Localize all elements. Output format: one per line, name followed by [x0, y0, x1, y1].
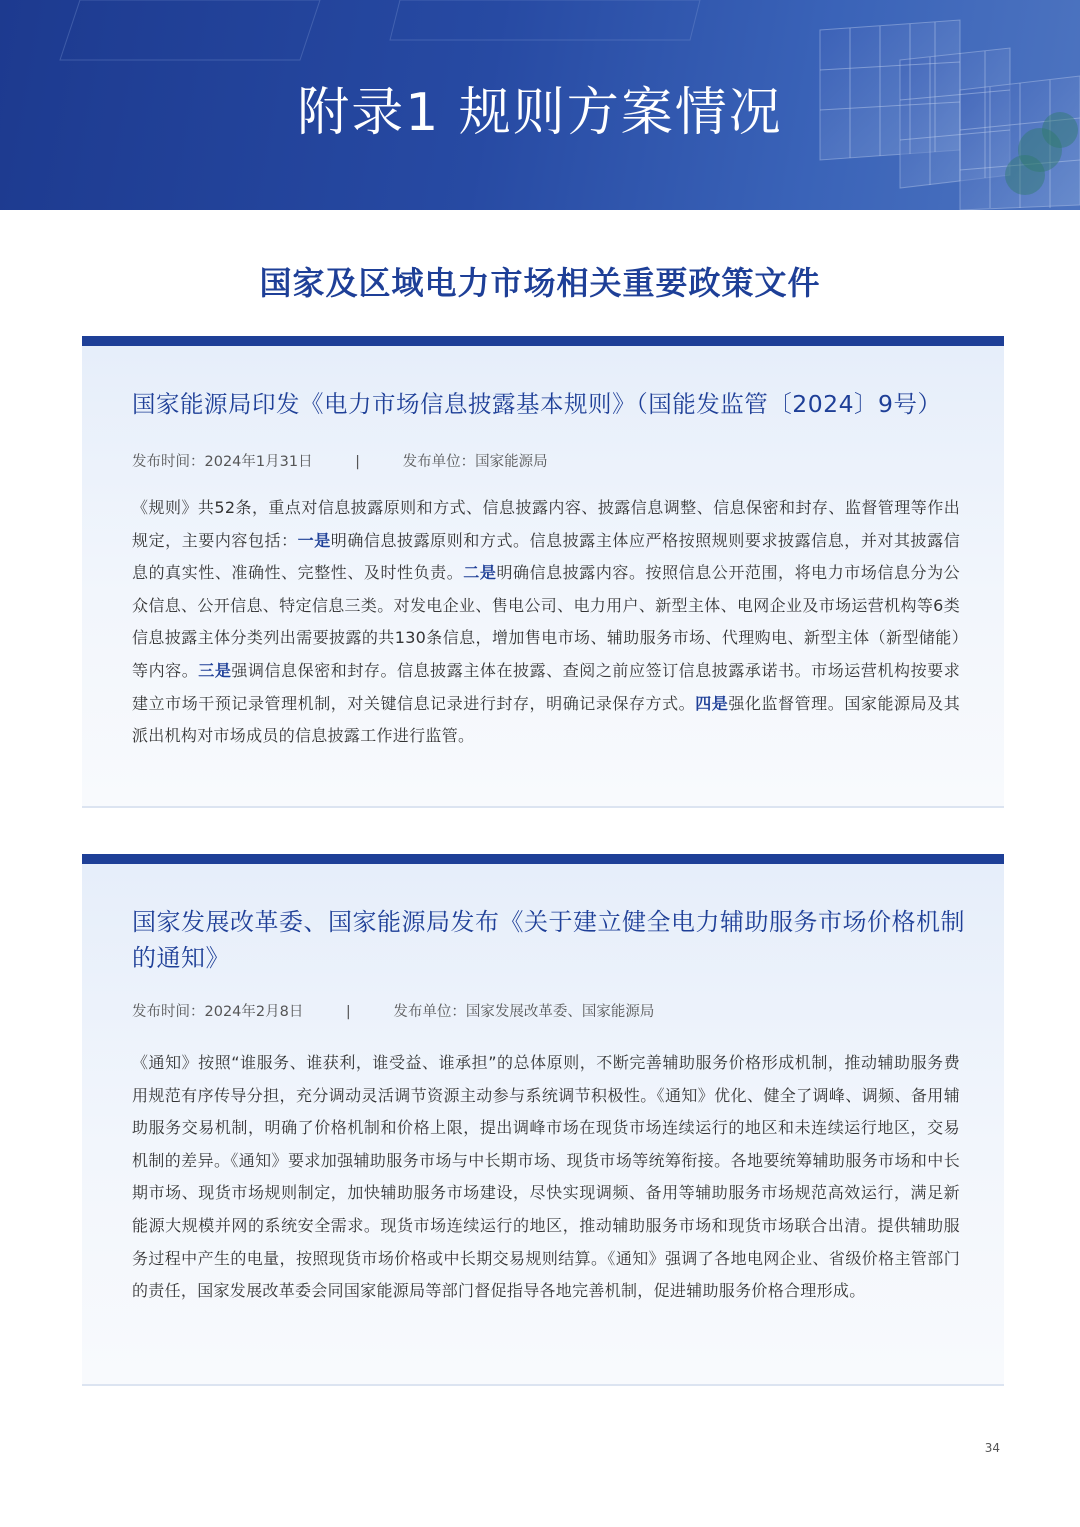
meta-separator: |: [345, 1004, 351, 1020]
publisher: 发布单位：国家发展改革委、国家能源局: [393, 1004, 655, 1020]
meta-separator: |: [355, 454, 361, 470]
summary-point-marker: 四是: [695, 693, 729, 713]
summary-text: 明确信息披露原则和方式。信息披露主体应严格按照规则要求披露信息，并对其披露信息的真实性、准确性、完整性、及时性负责。: [132, 530, 960, 583]
page-number: 34: [984, 1441, 1000, 1455]
policy-card: [82, 854, 1004, 1386]
policy-meta: [132, 450, 982, 471]
policy-card: [82, 336, 1004, 808]
policy-summary: [132, 492, 960, 753]
publisher: 发布单位：国家能源局: [402, 454, 548, 470]
summary-text: 明确信息披露内容。按照信息公开范围，将电力市场信息分为公众信息、公开信息、特定信息三类。对发电企业、售电公司、电力用户、新型主体、电网企业及市场运营机构等6类信息披露主体分类列出需要披露的共130条信息，增加售电市场、辅助服务市场、代理购电、新型主体（新型储能）等内容。: [132, 563, 960, 680]
publish-date: 发布时间：2024年2月8日: [132, 1004, 304, 1020]
summary-text: 《规则》共52条，重点对信息披露原则和方式、信息披露内容、披露信息调整、信息保密和封存、监督管理等作出规定，主要内容包括：: [132, 498, 960, 550]
policy-title: 国家发展改革委、国家能源局发布《关于建立健全电力辅助服务市场价格机制的通知》: [132, 908, 965, 972]
policy-summary: 《通知》按照“谁服务、谁获利，谁受益、谁承担”的总体原则，不断完善辅助服务价格形成机制，推动辅助服务费用规范有序传导分担，充分调动灵活调节资源主动参与系统调节积极性。《通知》优化、健全了调峰、调频、备用辅助服务交易机制，明确了价格机制和价格上限，提出调峰市场在现货市场连续运行的地区和未连续运行地区，交易机制的差异。《通知》要求加强辅助服务市场与中长期市场、现货市场等统筹衔接。各地要统筹辅助服务市场和中长期市场、现货市场规则制定，加快辅助服务市场建设，尽快实现调频、备用等辅助服务市场规范高效运行，满足新能源大规模并网的系统安全需求。现货市场连续运行的地区，推动辅助服务市场和现货市场联合出清。提供辅助服务过程中产生的电量，按照现货市场价格或中长期交易规则结算。《通知》强调了各地电网企业、省级价格主管部门的责任，国家发展改革委会同国家能源局等部门督促指导各地完善机制，促进辅助服务价格合理形成。: [132, 1053, 960, 1301]
summary-point-marker: 一是: [297, 530, 331, 550]
section-heading: 国家及区域电力市场相关重要政策文件: [259, 264, 821, 302]
summary-text: 强调信息保密和封存。信息披露主体在披露、查阅之前应签订信息披露承诺书。市场运营机构按要求建立市场干预记录管理机制，对关键信息记录进行封存，明确记录保存方式。: [132, 660, 961, 713]
summary-point-marker: 二是: [463, 563, 497, 583]
policy-meta: [132, 1000, 982, 1021]
summary-point-marker: 三是: [198, 660, 232, 680]
header-banner: [0, 0, 1080, 210]
policy-title: 国家能源局印发《电力市场信息披露基本规则》（国能发监管〔2024〕9号）: [132, 390, 942, 418]
banner-title: 附录1 规则方案情况: [297, 83, 783, 143]
publish-date: 发布时间：2024年1月31日: [132, 454, 313, 470]
summary-text: 强化监督管理。国家能源局及其派出机构对市场成员的信息披露工作进行监管。: [132, 693, 961, 746]
